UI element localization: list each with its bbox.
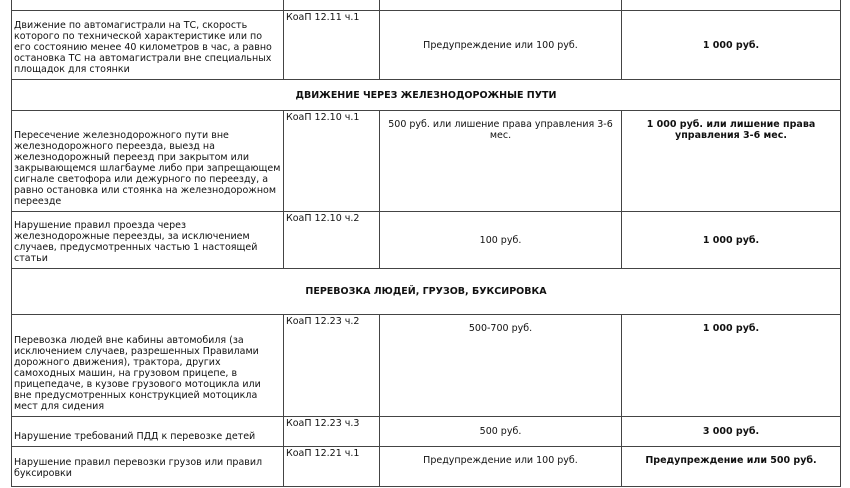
penalty-old: 500 руб. xyxy=(380,417,622,447)
penalty-old: 500-700 руб. xyxy=(380,315,622,417)
penalty-old: Предупреждение или 100 руб. xyxy=(380,11,622,80)
table-row xyxy=(12,417,841,447)
violation-description: Перевозка людей вне кабины автомобиля (за исключением случаев, разрешенных Правилами дорожного движения), трактора, других самоходных машин, на грузовом прицепе, в прицепедаче, в кузове грузового мотоцикла или вне предусмотренных конструкцией мотоцикла мест для сидения xyxy=(12,315,284,417)
violation-description: Нарушение правил проезда через железнодорожные переезды, за исключением случаев, предусмотренных частью 1 настоящей статьи xyxy=(12,212,284,269)
violation-description: Нарушение правил перевозки грузов или правил буксировки xyxy=(12,447,284,487)
penalty-new: Предупреждение или 500 руб. xyxy=(622,447,841,487)
table-row xyxy=(12,11,841,80)
section-row xyxy=(12,269,841,315)
law-article: КоаП 12.10 ч.2 xyxy=(284,212,380,269)
table-row xyxy=(12,111,841,212)
law-article: КоаП 12.10 ч.1 xyxy=(284,111,380,212)
violation-description: Нарушение требований ПДД к перевозке детей xyxy=(12,417,284,447)
penalty-old: Предупреждение или 100 руб. xyxy=(380,447,622,487)
law-article: КоаП 12.23 ч.3 xyxy=(284,417,380,447)
penalty-old: 100 руб. xyxy=(380,212,622,269)
law-article: КоаП 12.21 ч.1 xyxy=(284,447,380,487)
penalty-new: 1 000 руб. xyxy=(622,212,841,269)
law-article: КоаП 12.23 ч.2 xyxy=(284,315,380,417)
section-title: ДВИЖЕНИЕ ЧЕРЕЗ ЖЕЛЕЗНОДОРОЖНЫЕ ПУТИ xyxy=(12,80,841,111)
violation-description: Движение по автомагистрали на ТС, скорость которого по технической характеристике или по его состоянию менее 40 километров в час, а равно остановка ТС на автомагистрали вне специальных площадок для стоянки xyxy=(12,11,284,80)
penalty-old: 500 руб. или лишение права управления 3-6 мес. xyxy=(380,111,622,212)
table-row xyxy=(12,212,841,269)
law-article: КоаП 12.11 ч.1 xyxy=(284,11,380,80)
penalty-new: 3 000 руб. xyxy=(622,417,841,447)
violation-description: Пересечение железнодорожного пути вне железнодорожного переезда, выезд на железнодорожный переезд при закрытом или закрывающемся шлагбауме либо при запрещающем сигнале светофора или дежурного по переезду, а равно остановка или стоянка на железнодорожном переезде xyxy=(12,111,284,212)
section-title: ПЕРЕВОЗКА ЛЮДЕЙ, ГРУЗОВ, БУКСИРОВКА xyxy=(12,269,841,315)
section-row xyxy=(12,80,841,111)
penalty-new: 1 000 руб. или лишение права управления 3-6 мес. xyxy=(622,111,841,212)
penalty-new: 1 000 руб. xyxy=(622,11,841,80)
table-row xyxy=(12,447,841,487)
table-row xyxy=(12,315,841,417)
fines-table xyxy=(11,0,841,487)
penalty-new: 1 000 руб. xyxy=(622,315,841,417)
table-row xyxy=(12,0,841,11)
